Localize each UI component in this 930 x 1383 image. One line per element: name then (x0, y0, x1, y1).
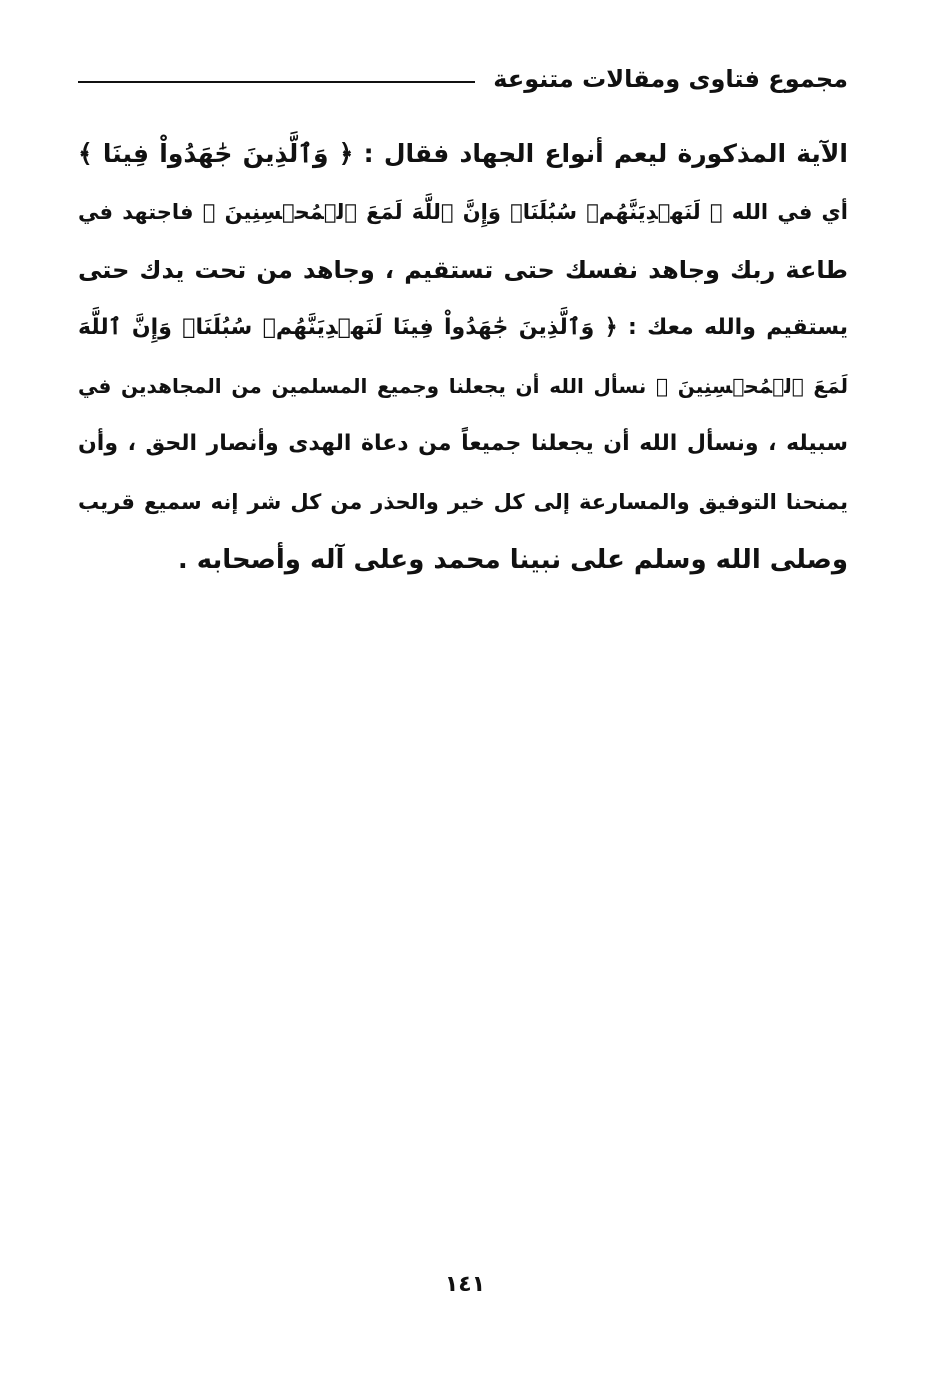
text-line: لَمَعَ ٱلۡمُحۡسِنِينَ ﴾ نسأل الله أن يجعلنا وجميع المسلمين من المجاهدين في (78, 374, 848, 398)
text-line: أي في الله ﴿ لَنَهۡدِيَنَّهُمۡ سُبُلَنَاۚ وَإِنَّ ٱللَّهَ لَمَعَ ٱلۡمُحۡسِنِينَ ﴾ فاجتهد في (78, 200, 848, 224)
page-number: ١٤١ (444, 1272, 486, 1297)
text-line: طاعة ربك وجاهد نفسك حتى تستقيم ، وجاهد من تحت يدك حتى (78, 256, 848, 284)
text-line: يمنحنا التوفيق والمسارعة إلى كل خير والحذر من كل شر إنه سميع قريب (78, 490, 848, 514)
text-line: وصلى الله وسلم على نبينا محمد وعلى آله وأصحابه . (177, 545, 848, 575)
running-header (78, 62, 848, 96)
text-line: سبيله ، ونسأل الله أن يجعلنا جميعاً من دعاة الهدى وأنصار الحق ، وأن (78, 431, 848, 456)
text-line: يستقيم والله معك : ﴿ وَٱلَّذِينَ جَٰهَدُواْ فِينَا لَنَهۡدِيَنَّهُمۡ سُبُلَنَاۚ وَإِنَّ ٱللَّهَ (78, 315, 848, 340)
book-title: مجموع فتاوى ومقالات متنوعة (493, 65, 848, 93)
text-line: الآية المذكورة ليعم أنواع الجهاد فقال : ﴿ وَٱلَّذِينَ جَٰهَدُواْ فِينَا ﴾ (78, 139, 848, 168)
body-text (78, 125, 848, 589)
header-rule (78, 81, 475, 83)
